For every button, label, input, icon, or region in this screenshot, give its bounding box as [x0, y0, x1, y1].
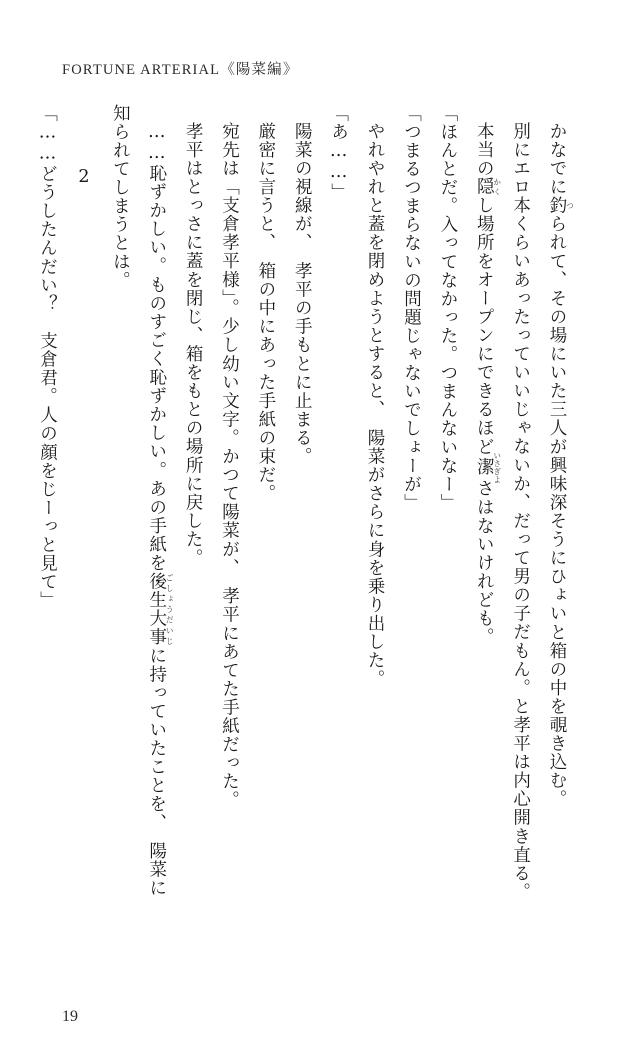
paragraph: かなでに釣つられて、その場にいた三人が興味深そうにひょいと箱の中を覗き込む。: [547, 121, 575, 808]
running-header: FORTUNE ARTERIAL《陽菜編》: [62, 62, 299, 78]
paragraph: 「つまるつまらないの問題じゃないでしょーが」: [401, 104, 422, 513]
paragraph: 陽菜の視線が、 孝平の手もとに止まる。: [292, 121, 313, 466]
paragraph: 「……どうしたんだい？ 支倉君。人の顔をじーっと見て」: [37, 104, 58, 610]
paragraph: 本当の隠かくし場所をオープンにできるほど潔いさぎよさはないけれども。: [474, 121, 502, 646]
paragraph: 孝平はとっさに蓋を閉じ、箱をもとの場所に戻した。: [183, 121, 204, 567]
paragraph: 宛先は「支倉孝平様」。少し幼い文字。かつて陽菜が、 孝平にあてた手紙だった。: [219, 121, 240, 809]
paragraph: やれやれと蓋を閉めようとすると、 陽菜がさらに身を乗り出した。: [365, 121, 386, 688]
body-text-vertical: [37, 104, 575, 934]
section-number: 2: [73, 167, 94, 189]
paragraph: ……恥ずかしい。ものすごく恥ずかしい。あの手紙を後生大事ごしょうだいじに持っていたことを、 陽菜に: [146, 121, 175, 897]
page-number: 19: [62, 1008, 78, 1025]
paragraph: 別にエロ本くらいあったっていいじゃないか、だって男の子だもん。と孝平は内心開き直る。: [510, 121, 531, 901]
paragraph: 「あ……」: [328, 104, 349, 202]
paragraph: 「ほんとだ。入ってなかった。つまんないなー」: [437, 104, 458, 513]
paragraph: 知られてしまうとは。: [110, 104, 131, 290]
paragraph: 厳密に言うと、 箱の中にあった手紙の束だ。: [255, 121, 276, 503]
